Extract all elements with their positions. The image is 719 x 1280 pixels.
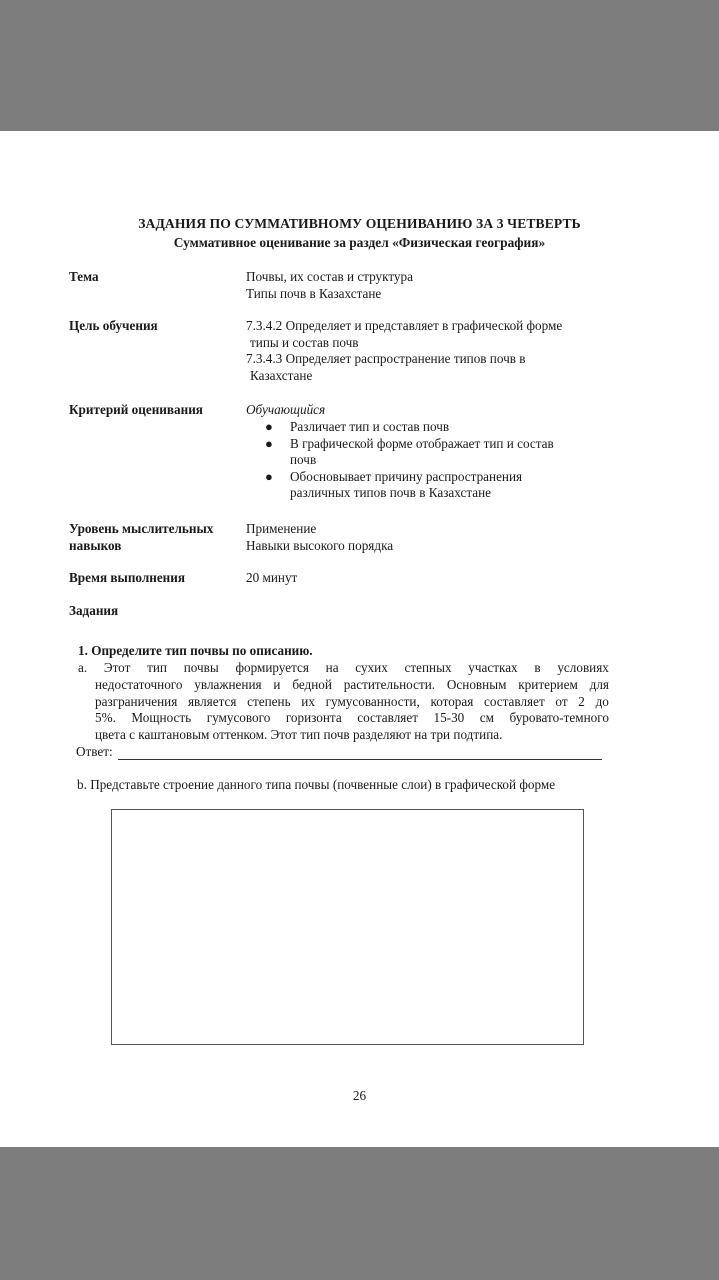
- topic-line: Типы почв в Казахстане: [246, 285, 382, 301]
- tasks-heading: Задания: [69, 603, 119, 618]
- question-1-title: 1. Определите тип почвы по описанию.: [78, 643, 313, 658]
- paragraph-line: недостаточного увлажнения и бедной растительности. Основным критерием для: [95, 676, 609, 692]
- document-subtitle: Суммативное оценивание за раздел «Физическая география»: [173, 235, 546, 250]
- criteria-item: ● В графической форме отображает тип и состав почв: [265, 435, 554, 467]
- goal-line: типы и состав почв: [250, 334, 359, 350]
- bullet-icon: ●: [265, 435, 273, 451]
- drawing-answer-box[interactable]: [111, 809, 584, 1045]
- goal-label: Цель обучения: [69, 318, 158, 333]
- question-1a-text: [78, 660, 609, 744]
- criteria-intro: Обучающийся: [246, 402, 326, 417]
- paragraph-line: цвета с каштановым оттенком. Этот тип почв разделяют на три подтипа.: [95, 727, 503, 743]
- bullet-icon: ●: [265, 468, 273, 484]
- document-page: [0, 131, 719, 1147]
- criteria-item: ● Обосновывает причину распространения различных типов почв в Казахстане: [265, 468, 523, 500]
- level-label: Уровень мыслительных навыков: [69, 521, 214, 553]
- criteria-item: ● Различает тип и состав почв: [265, 419, 450, 434]
- question-1b-text: b. Представьте строение данного типа почвы (почвенные слои) в графической форме: [77, 777, 556, 792]
- paragraph-line: разграничения является степень их гумусованности, которая составляет от 2 до: [95, 693, 609, 709]
- paragraph-line: a. Этот тип почвы формируется на сухих степных участках в условиях: [78, 660, 609, 675]
- answer-line[interactable]: [118, 759, 602, 760]
- criteria-list: [262, 419, 554, 502]
- answer-label: Ответ:: [76, 744, 113, 759]
- page-number: 26: [352, 1088, 367, 1103]
- time-label: Время выполнения: [69, 570, 186, 585]
- bullet-icon: ●: [265, 419, 273, 434]
- time-value: 20 минут: [246, 570, 298, 585]
- goal-value: [246, 318, 562, 384]
- topic-value: [246, 269, 413, 302]
- goal-line: 7.3.4.2 Определяет и представляет в графической форме: [246, 318, 563, 333]
- topic-line: Почвы, их состав и структура: [246, 269, 413, 284]
- level-value: Применение Навыки высокого порядка: [246, 521, 394, 553]
- document-title: ЗАДАНИЯ ПО СУММАТИВНОМУ ОЦЕНИВАНИЮ ЗА 3 ЧЕТВЕРТЬ: [138, 216, 581, 231]
- paragraph-line: 5%. Мощность гумусового горизонта составляет 15-30 см буровато-темного: [95, 710, 609, 726]
- criteria-label: Критерий оценивания: [69, 402, 203, 417]
- goal-line: 7.3.4.3 Определяет распространение типов почв в: [246, 351, 526, 366]
- topic-label: Тема: [69, 269, 99, 284]
- goal-line: Казахстане: [250, 367, 313, 383]
